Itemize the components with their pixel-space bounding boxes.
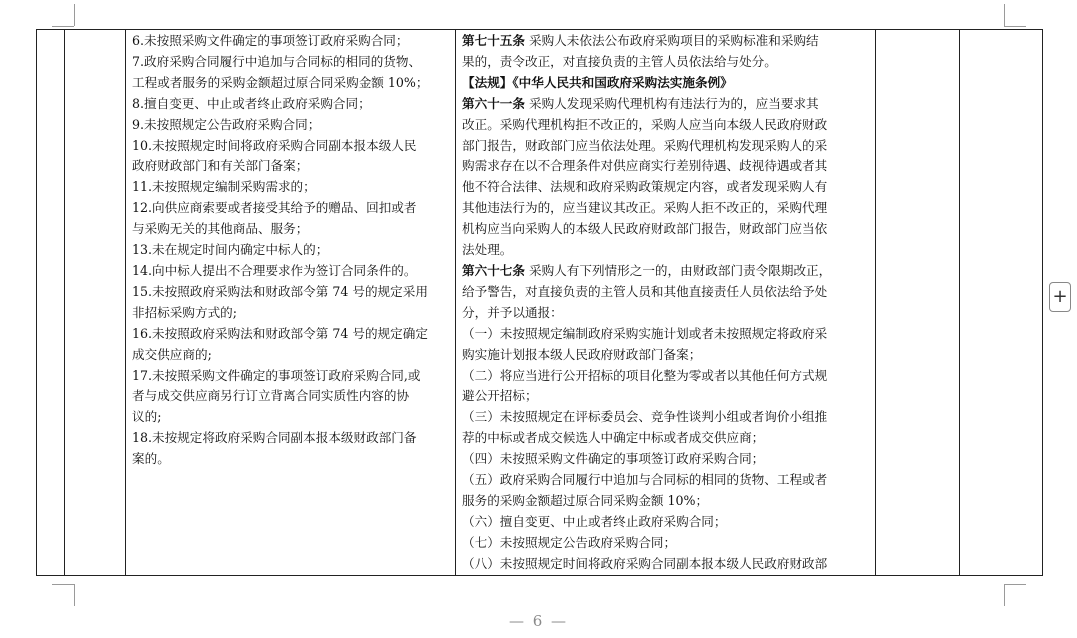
crop-mark xyxy=(1004,584,1005,606)
violation-line: 13.未在规定时间内确定中标人的； xyxy=(132,242,329,258)
article-text: 荐的中标或者成交候选人中确定中标或者成交供应商； xyxy=(462,430,765,446)
violation-line: 议的; xyxy=(132,409,162,425)
crop-mark xyxy=(1004,584,1026,585)
penalty-cell xyxy=(876,30,960,576)
article-text: （三）未按照规定在评标委员会、竞争性谈判小组或者询价小组推 xyxy=(462,409,828,425)
article-text: 购需求存在以不合理条件对供应商实行差别待遇、歧视待遇或者其 xyxy=(462,158,828,174)
page-number: — 6 — xyxy=(508,612,569,630)
legal-text-line xyxy=(462,449,869,470)
legal-text-line xyxy=(462,31,869,52)
violation-line: 工程或者服务的采购金额超过原合同采购金额 10%； xyxy=(132,74,429,90)
article-text: 法处理。 xyxy=(462,242,513,258)
article-text: （七）未按照规定公告政府采购合同； xyxy=(462,534,677,550)
crop-mark xyxy=(1004,26,1026,27)
article-text: 部门报告，财政部门应当依法处理。采购代理机构发现采购人的采 xyxy=(462,137,828,153)
article-text: （八）未按照规定时间将政府采购合同副本报本级人民政府财政部 xyxy=(462,555,828,571)
article-heading: 第七十五条 xyxy=(462,33,525,48)
legal-text-line xyxy=(462,73,869,94)
legal-text-line xyxy=(462,219,869,240)
violation-line: 成交供应商的; xyxy=(132,346,212,362)
article-text: （六）擅自变更、中止或者终止政府采购合同； xyxy=(462,513,727,529)
article-text: 机构应当向采购人的本级人民政府财政部门报告，财政部门应当依 xyxy=(462,221,828,237)
legal-text-line xyxy=(462,282,869,303)
legal-text-line xyxy=(462,261,869,282)
legal-text-line xyxy=(462,177,869,198)
legal-text-line xyxy=(462,470,869,491)
article-text: 采购人发现采购代理机构有违法行为的，应当要求其 xyxy=(524,95,819,111)
legal-text-line xyxy=(462,156,869,177)
violation-line: 政府财政部门和有关部门备案； xyxy=(132,158,309,174)
violation-line: 案的。 xyxy=(132,451,170,467)
article-text: （二）将应当进行公开招标的项目化整为零或者以其他任何方式规 xyxy=(462,367,828,383)
violation-line: 6.未按照采购文件确定的事项签订政府采购合同； xyxy=(132,33,409,48)
legal-text-line xyxy=(462,240,869,261)
article-text: 改正。采购代理机构拒不改正的，采购人应当向本级人民政府财政 xyxy=(462,116,828,132)
violation-line: 9.未按照规定公告政府采购合同； xyxy=(132,116,321,132)
violation-line: 8.擅自变更、中止或者终止政府采购合同； xyxy=(132,95,371,111)
regulation-table xyxy=(36,29,1043,576)
legal-text-line xyxy=(462,115,869,136)
remark-cell xyxy=(960,30,1043,576)
violation-line: 14.向中标人提出不合理要求作为签订合同条件的。 xyxy=(132,262,417,278)
article-text: 给予警告，对直接负责的主管人员和其他直接责任人员依法给予处 xyxy=(462,283,828,299)
add-button[interactable]: + xyxy=(1049,282,1071,312)
article-text: 采购人未依法公布政府采购项目的采购标准和采购结 xyxy=(524,33,819,48)
legal-text-line xyxy=(462,533,869,554)
violation-line: 18.未按规定将政府采购合同副本报本级财政部门备 xyxy=(132,430,417,446)
violation-line: 11.未按照规定编制采购需求的； xyxy=(132,179,316,195)
table-row xyxy=(37,30,1043,576)
legal-text-line xyxy=(462,491,869,512)
legal-text-line xyxy=(462,324,869,345)
crop-mark xyxy=(52,584,74,585)
article-text: 避公开招标； xyxy=(462,388,538,404)
legal-text-line xyxy=(462,407,869,428)
article-text: 购实施计划报本级人民政府财政部门备案； xyxy=(462,346,702,362)
legal-text-line xyxy=(462,52,869,73)
article-text: 其他违法行为的，应当建议其改正。采购人拒不改正的，采购代理 xyxy=(462,200,828,216)
article-heading: 【法规】《中华人民共和国政府采购法实施条例》 xyxy=(462,74,733,90)
legal-text-line xyxy=(462,136,869,157)
article-text: （一）未按照规定编制政府采购实施计划或者未按照规定将政府采 xyxy=(462,325,828,341)
violation-line: 与采购无关的其他商品、服务； xyxy=(132,221,309,237)
crop-mark xyxy=(74,4,75,26)
article-text: 他不符合法律、法规和政府采购政策规定内容，或者发现采购人有 xyxy=(462,179,828,195)
article-text: 采购人有下列情形之一的，由财政部门责令限期改正， xyxy=(524,262,832,278)
legal-basis-cell xyxy=(456,30,876,576)
article-text: 分，并予以通报： xyxy=(462,304,563,320)
violation-line: 12.向供应商索要或者接受其给予的赠品、回扣或者 xyxy=(132,200,417,216)
violation-line: 者与成交供应商另行订立背离合同实质性内容的协 xyxy=(132,388,410,404)
violation-line: 10.未按照规定时间将政府采购合同副本报本级人民 xyxy=(132,137,417,153)
article-text: 果的，责令改正，对直接负责的主管人员依法给与处分。 xyxy=(462,53,777,69)
legal-text-line xyxy=(462,198,869,219)
violation-line: 15.未按照政府采购法和财政部令第 74 号的规定采用 xyxy=(132,283,428,299)
violation-line: 16.未按照政府采购法和财政部令第 74 号的规定确定 xyxy=(132,325,428,341)
article-text: 服务的采购金额超过原合同采购金额 10%； xyxy=(462,492,709,508)
legal-text-line xyxy=(462,94,869,115)
legal-text-line xyxy=(462,554,869,575)
legal-text-line xyxy=(462,512,869,533)
crop-mark xyxy=(52,26,74,27)
violation-line: 17.未按照采购文件确定的事项签订政府采购合同,或 xyxy=(132,367,421,383)
article-heading: 第六十七条 xyxy=(462,262,525,278)
legal-text-line xyxy=(462,386,869,407)
legal-text-line xyxy=(462,366,869,387)
index-cell xyxy=(37,30,65,576)
legal-text-line xyxy=(462,428,869,449)
article-text: （五）政府采购合同履行中追加与合同标的相同的货物、工程或者 xyxy=(462,472,828,488)
legal-text-line xyxy=(462,303,869,324)
article-text: （四）未按照采购文件确定的事项签订政府采购合同； xyxy=(462,451,765,467)
crop-mark xyxy=(1004,4,1005,26)
article-heading: 第六十一条 xyxy=(462,95,525,111)
violation-line: 非招标采购方式的; xyxy=(132,304,237,320)
crop-mark xyxy=(74,584,75,606)
violation-list-cell xyxy=(126,30,456,576)
category-cell xyxy=(65,30,126,576)
violation-line: 7.政府采购合同履行中追加与合同标的相同的货物、 xyxy=(132,53,422,69)
legal-text-line xyxy=(462,345,869,366)
